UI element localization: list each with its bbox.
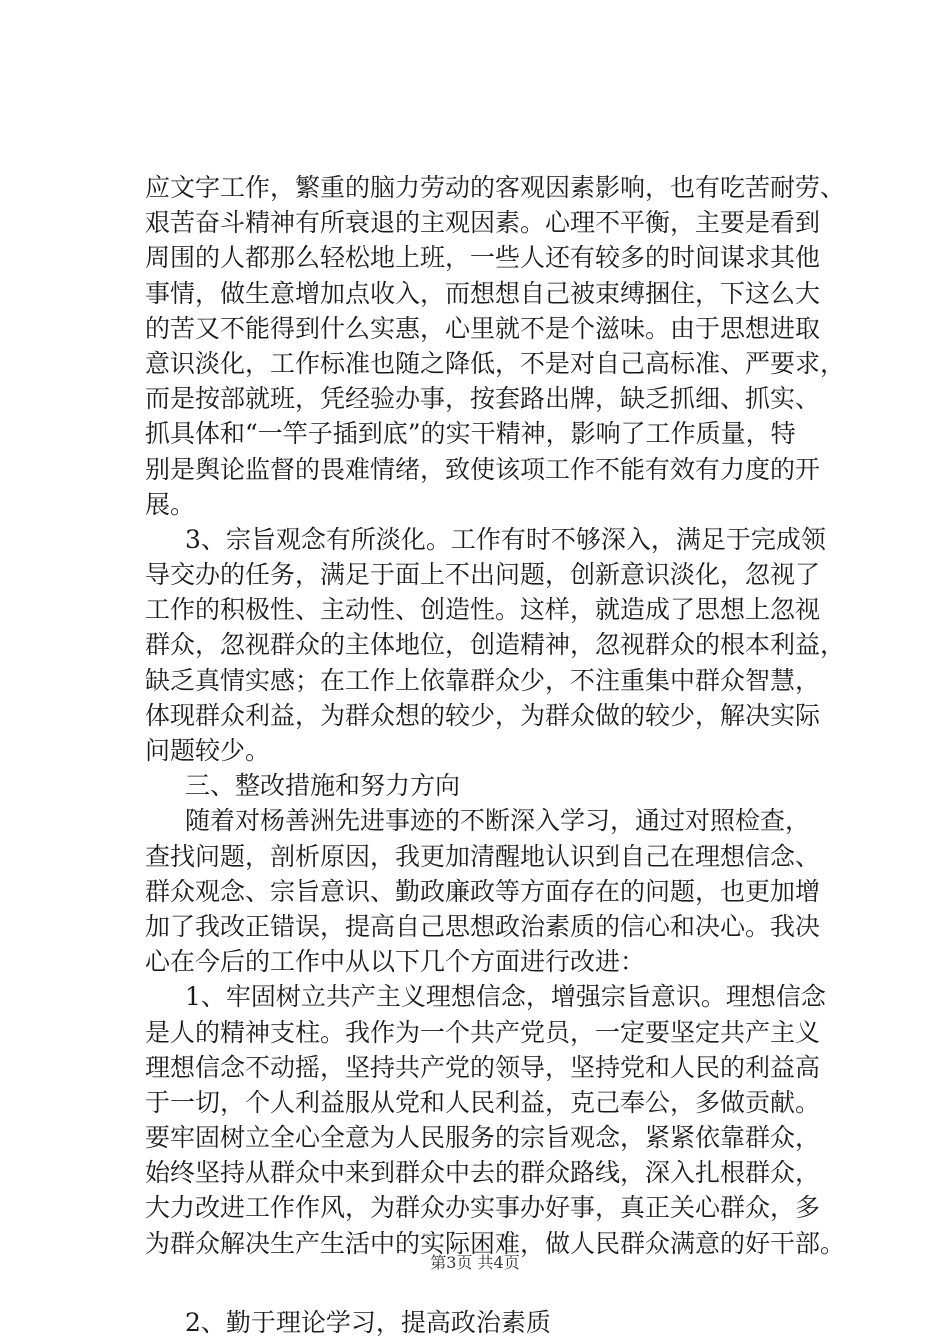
document-body [145, 170, 846, 1340]
text-line: 抓具体和“一竿子插到底”的实干精神，影响了工作质量，特 [145, 419, 796, 449]
text-line: 大力改进工作作风，为群众办实事办好事，真正关心群众，多 [145, 1193, 821, 1223]
subsection-heading: 2、勤于理论学习，提高政治素质 [185, 1307, 551, 1337]
text-line: 始终坚持从群众中来到群众中去的群众路线，深入扎根群众， [145, 1158, 821, 1188]
text-line: 应文字工作，繁重的脑力劳动的客观因素影响，也有吃苦耐劳、 [145, 173, 846, 202]
text-line: 于一切，个人利益服从党和人民利益，克己奉公，多做贡献。 [145, 1087, 821, 1117]
text-line: 缺乏真情实感；在工作上依靠群众少，不注重集中群众智慧， [145, 665, 821, 695]
text-line: 艰苦奋斗精神有所衰退的主观因素。心理不平衡，主要是看到 [145, 208, 821, 238]
paragraph-start-line: 3、宗旨观念有所淡化。工作有时不够深入，满足于完成领 [185, 524, 826, 554]
text-line: 为群众解决生产生活中的实际困难，做人民群众满意的好干部。 [145, 1228, 846, 1258]
text-line: 展。 [145, 489, 196, 519]
paragraph-start-line: 1、牢固树立共产主义理想信念，增强宗旨意识。理想信念 [185, 982, 826, 1012]
text-line: 的苦又不能得到什么实惠，心里就不是个滋味。由于思想进取 [145, 313, 821, 343]
text-line: 而是按部就班，凭经验办事，按套路出牌，缺乏抓细、抓实、 [145, 384, 821, 414]
text-line: 群众观念、宗旨意识、勤政廉政等方面存在的问题，也更加增 [145, 876, 821, 906]
text-line: 事情，做生意增加点收入，而想想自己被束缚捆住，下这么大 [145, 278, 821, 308]
text-line: 加了我改正错误，提高自己思想政治素质的信心和决心。我决 [145, 911, 821, 941]
text-line: 别是舆论监督的畏难情绪，致使该项工作不能有效有力度的开 [145, 454, 821, 484]
text-line: 心在今后的工作中从以下几个方面进行改进： [145, 947, 646, 977]
page-number-footer: 第3页 共4页 [430, 1253, 520, 1272]
text-line: 意识淡化，工作标准也随之降低，不是对自己高标准、严要求， [145, 348, 846, 378]
text-line: 工作的积极性、主动性、创造性。这样，就造成了思想上忽视 [145, 595, 821, 625]
text-line: 周围的人都那么轻松地上班，一些人还有较多的时间谋求其他 [145, 243, 821, 273]
text-line: 理想信念不动摇，坚持共产党的领导，坚持党和人民的利益高 [145, 1052, 821, 1082]
paragraph-start-line: 随着对杨善洲先进事迹的不断深入学习，通过对照检查， [185, 806, 811, 836]
text-line: 是人的精神支柱。我作为一个共产党员，一定要坚定共产主义 [145, 1017, 821, 1047]
section-heading: 三、整改措施和努力方向 [185, 771, 461, 801]
text-line: 查找问题，剖析原因，我更加清醒地认识到自己在理想信念、 [145, 841, 821, 871]
text-line: 体现群众利益，为群众想的较少，为群众做的较少，解决实际 [145, 700, 821, 730]
text-line: 群众，忽视群众的主体地位，创造精神，忽视群众的根本利益， [145, 630, 846, 660]
text-line: 导交办的任务，满足于面上不出问题，创新意识淡化，忽视了 [145, 560, 821, 590]
text-line: 要牢固树立全心全意为人民服务的宗旨观念，紧紧依靠群众， [145, 1123, 821, 1153]
text-line: 问题较少。 [145, 736, 271, 765]
